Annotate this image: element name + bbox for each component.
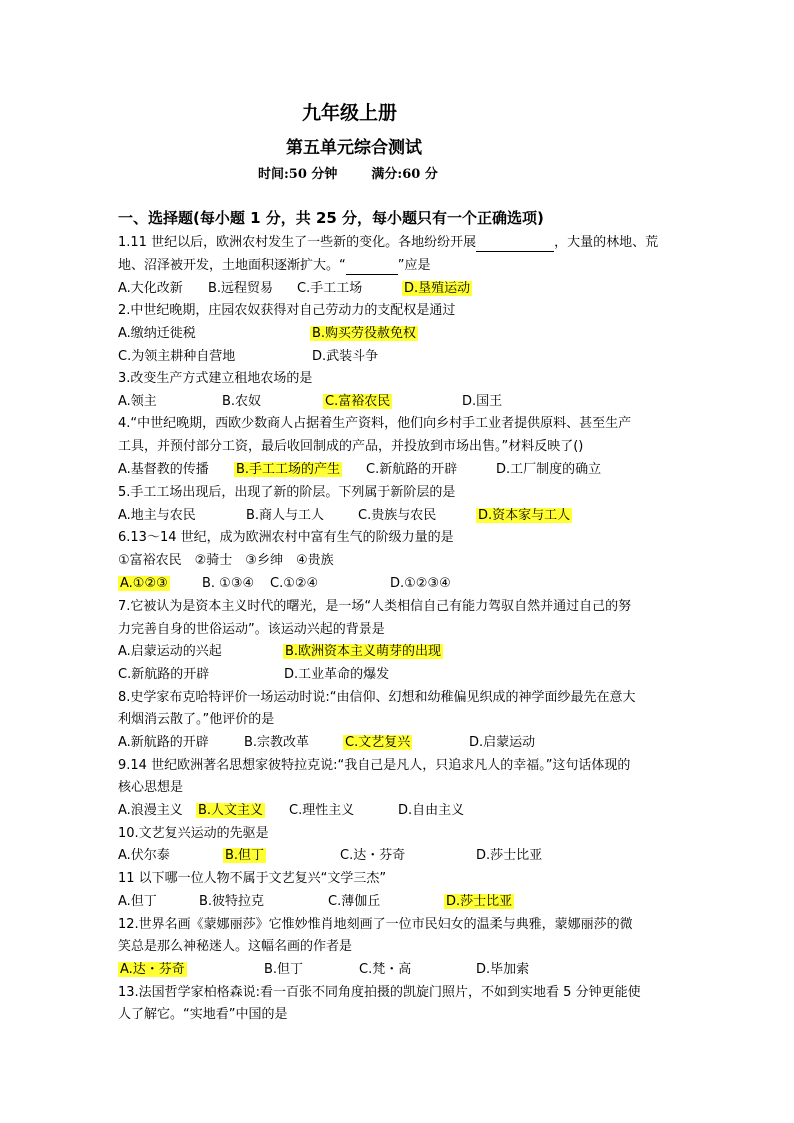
option-c	[343, 734, 412, 752]
option-d: D.自由主义	[398, 803, 465, 818]
option-d	[444, 893, 514, 911]
option-c: C.①②④	[270, 576, 319, 591]
option-d: D.启蒙运动	[469, 735, 536, 750]
option-d	[476, 507, 572, 525]
option-d: D.工业革命的爆发	[284, 667, 390, 682]
option-c: C.达・芬奇	[340, 848, 406, 863]
option-b	[234, 461, 342, 479]
option-a: A.领主	[118, 394, 157, 409]
question-13-stem-cont: 人了解它。“实地看”中国的是	[118, 1007, 288, 1022]
question-4-stem: 4.“中世纪晚期，西欧少数商人占据着生产资料，他们向乡村手工业者提供原料、甚至生产	[118, 416, 632, 431]
answer-highlight: C.文艺复兴	[345, 735, 411, 750]
time-limit: 时间:50 分钟	[258, 167, 338, 182]
option-c: C.梵・高	[359, 962, 412, 977]
answer-highlight: A.①②③	[120, 576, 168, 591]
question-10-stem: 10.文艺复兴运动的先驱是	[118, 826, 269, 841]
option-a: A.新航路的开辟	[118, 735, 209, 750]
question-1-stem-cont: 地、沼泽被开发，土地面积逐渐扩大。“ ”应是	[118, 258, 431, 273]
answer-highlight: D.资本家与工人	[478, 508, 571, 523]
option-a: A.地主与农民	[118, 508, 196, 523]
option-c: C.手工工场	[297, 281, 363, 296]
question-13-stem: 13.法国哲学家柏格森说:看一百张不同角度拍摄的凯旋门照片，不如到实地看 5 分钟更能使	[118, 985, 641, 1000]
option-c: C.薄伽丘	[328, 894, 381, 909]
option-d: D.毕加索	[476, 962, 530, 977]
answer-blank	[476, 238, 554, 252]
option-c: C.新航路的开辟	[366, 462, 458, 477]
answer-highlight: C.富裕农民	[325, 394, 391, 409]
option-d: D.国王	[462, 394, 503, 409]
section-heading: 一、选择题(每小题 1 分，共 25 分，每小题只有一个正确选项)	[118, 209, 544, 227]
answer-highlight: B.人文主义	[198, 803, 264, 818]
option-c: C.新航路的开辟	[118, 667, 210, 682]
question-4-stem-cont: 工具，并预付部分工资，最后收回制成的产品，并投放到市场出售。”材料反映了()	[118, 439, 584, 454]
option-b: B.农奴	[222, 394, 262, 409]
option-c: C.理性主义	[289, 803, 355, 818]
option-b	[310, 325, 418, 343]
answer-highlight: B.购买劳役赦免权	[312, 326, 417, 341]
answer-highlight: D.莎士比亚	[446, 894, 513, 909]
option-d: D.武装斗争	[312, 349, 379, 364]
question-1-stem: 1.11 世纪以后，欧洲农村发生了一些新的变化。各地纷纷开展 ，大量的林地、荒	[118, 235, 659, 250]
answer-highlight: A.达・芬奇	[120, 962, 185, 977]
exam-meta	[258, 163, 438, 182]
option-a: A.大化改新	[118, 281, 183, 296]
answer-highlight: B.欧洲资本主义萌芽的出现	[285, 644, 442, 659]
answer-highlight: D.垦殖运动	[404, 281, 471, 296]
option-b	[196, 802, 265, 820]
option-b: B. ①③④	[202, 576, 255, 591]
question-5-stem: 5.手工工场出现后，出现了新的阶层。下列属于新阶层的是	[118, 485, 456, 500]
question-12-stem-cont: 笑总是那么神秘迷人。这幅名画的作者是	[118, 939, 353, 954]
option-a: A.伏尔泰	[118, 848, 170, 863]
option-c	[323, 393, 392, 411]
option-d: D.工厂制度的确立	[496, 462, 602, 477]
option-a: A.基督教的传播	[118, 462, 209, 477]
option-b: B.商人与工人	[246, 508, 325, 523]
option-b: B.宗教改革	[244, 735, 310, 750]
option-a	[118, 961, 187, 979]
option-a: A.缴纳迁徙税	[118, 326, 196, 341]
answer-highlight: B.但丁	[225, 848, 265, 863]
option-c: C.贵族与农民	[358, 508, 437, 523]
option-d: D.莎士比亚	[476, 848, 543, 863]
option-b: B.但丁	[264, 962, 304, 977]
question-6-stem: 6.13～14 世纪，成为欧洲农村中富有生气的阶级力量的是	[118, 530, 454, 545]
option-b: B.远程贸易	[208, 281, 274, 296]
question-12-stem: 12.世界名画《蒙娜丽莎》它惟妙惟肖地刻画了一位市民妇女的温柔与典雅，蒙娜丽莎的微	[118, 917, 633, 932]
option-a: A.启蒙运动的兴起	[118, 644, 222, 659]
grade-title: 九年级上册	[302, 102, 398, 124]
question-9-stem: 9.14 世纪欧洲著名思想家彼特拉克说:“我自己是凡人，只追求凡人的幸福。”这句话体现的	[118, 758, 631, 773]
answer-blank	[346, 261, 398, 275]
option-d: D.①②③④	[390, 576, 451, 591]
question-9-stem-cont: 核心思想是	[118, 780, 184, 795]
question-11-stem: 11 以下哪一位人物不属于文艺复兴“文学三杰”	[118, 871, 387, 886]
option-b	[283, 643, 443, 661]
option-c: C.为领主耕种自营地	[118, 349, 236, 364]
question-7-stem: 7.它被认为是资本主义时代的曙光，是一场“人类相信自己有能力驾驭自然并通过自己的努	[118, 599, 632, 614]
answer-highlight: B.手工工场的产生	[236, 462, 341, 477]
option-a: A.浪漫主义	[118, 803, 183, 818]
question-7-stem-cont: 力完善自身的世俗运动”。该运动兴起的背景是	[118, 622, 385, 637]
question-8-stem-cont: 利烟消云散了。”他评价的是	[118, 712, 275, 727]
option-a: A.但丁	[118, 894, 157, 909]
question-3-stem: 3.改变生产方式建立租地农场的是	[118, 371, 313, 386]
full-score: 满分:60 分	[371, 167, 438, 182]
option-b: B.彼特拉克	[199, 894, 265, 909]
option-a	[118, 575, 170, 593]
option-b	[223, 847, 266, 865]
question-8-stem: 8.史学家布克哈特评价一场运动时说:“由信仰、幻想和幼稚偏见织成的神学面纱最先在意大	[118, 690, 636, 705]
question-2-stem: 2.中世纪晚期，庄园农奴获得对自己劳动力的支配权是通过	[118, 303, 456, 318]
option-d	[402, 280, 472, 298]
unit-title: 第五单元综合测试	[286, 138, 422, 158]
question-6-items: ①富裕农民 ②骑士 ③乡绅 ④贵族	[118, 553, 334, 568]
